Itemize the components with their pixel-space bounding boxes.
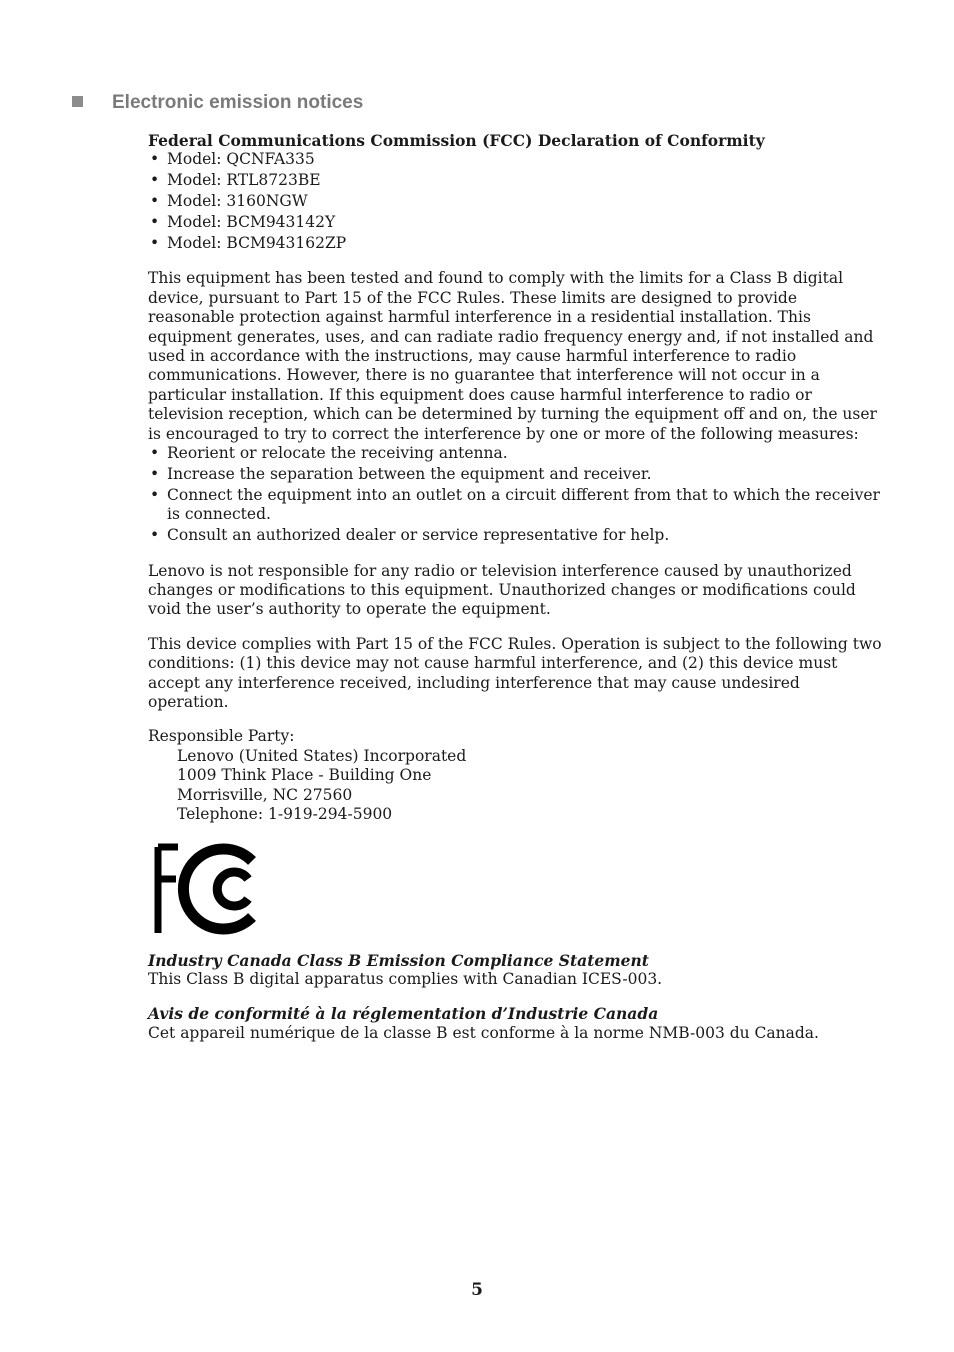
list-item: • Model: RTL8723BE [148, 171, 883, 190]
section-heading [72, 92, 363, 114]
list-item: • Consult an authorized dealer or service representative for help. [148, 526, 883, 545]
address-line: Morrisville, NC 27560 [177, 785, 353, 804]
list-item: • Model: QCNFA335 [148, 150, 883, 169]
canada-fr-heading: Avis de conformité à la réglementation d’Industrie Canada [148, 1004, 659, 1024]
content-body [148, 131, 883, 1043]
part15-conditions-paragraph: This device complies with Part 15 of the FCC Rules. Operation is subject to the following two conditions: (1) this device may not cause harmful interference, and (2) this device must accept any interference received, including interference that may cause undesired operation. [148, 634, 882, 712]
section-title: Electronic emission notices [112, 92, 364, 113]
canada-statement: This Class B digital apparatus complies with Canadian ICES-003. [148, 969, 663, 988]
list-item: • Increase the separation between the equipment and receiver. [148, 465, 883, 484]
fcc-heading: Federal Communications Commission (FCC) Declaration of Conformity [148, 131, 765, 150]
measures-list [148, 444, 883, 545]
canada-fr-statement: Cet appareil numérique de la classe B est conforme à la norme NMB-003 du Canada. [148, 1023, 819, 1042]
responsible-party-address [148, 747, 883, 825]
address-line: Lenovo (United States) Incorporated [177, 746, 467, 765]
fcc-logo [152, 843, 264, 935]
lenovo-responsibility-paragraph: Lenovo is not responsible for any radio or television interference caused by unauthorized changes or modifications to this equipment. Unauthorized changes or modifications could void the user’s authority to operate the equipment. [148, 561, 856, 619]
responsible-party-label: Responsible Party: [148, 727, 295, 746]
list-item: • Model: 3160NGW [148, 192, 883, 211]
list-item: • Reorient or relocate the receiving antenna. [148, 444, 883, 463]
list-item: • Model: BCM943162ZP [148, 234, 883, 253]
address-line: 1009 Think Place - Building One [177, 766, 432, 785]
page-number: 5 [471, 1280, 483, 1300]
list-item: • Connect the equipment into an outlet on a circuit different from that to which the receiver is connected. [148, 486, 883, 525]
fcc-compliance-paragraph: This equipment has been tested and found to comply with the limits for a Class B digital device, pursuant to Part 15 of the FCC Rules. These limits are designed to provide reasonable protection against harmful interference in a residential installation. This equipment generates, uses, and can radiate radio frequency energy and, if not installed and used in accordance with the instructions, may cause harmful interference to radio communications. However, there is no guarantee that interference will not occur in a particular installation. If this equipment does cause harmful interference to radio or television reception, which can be determined by turning the equipment off and on, the user is encouraged to try to correct the interference by one or more of the following measures: [148, 269, 877, 443]
model-list [148, 150, 883, 253]
square-bullet-icon [72, 96, 83, 107]
canada-heading: Industry Canada Class B Emission Compliance Statement [148, 950, 649, 970]
address-line: Telephone: 1-919-294-5900 [177, 805, 393, 824]
list-item: • Model: BCM943142Y [148, 213, 883, 232]
